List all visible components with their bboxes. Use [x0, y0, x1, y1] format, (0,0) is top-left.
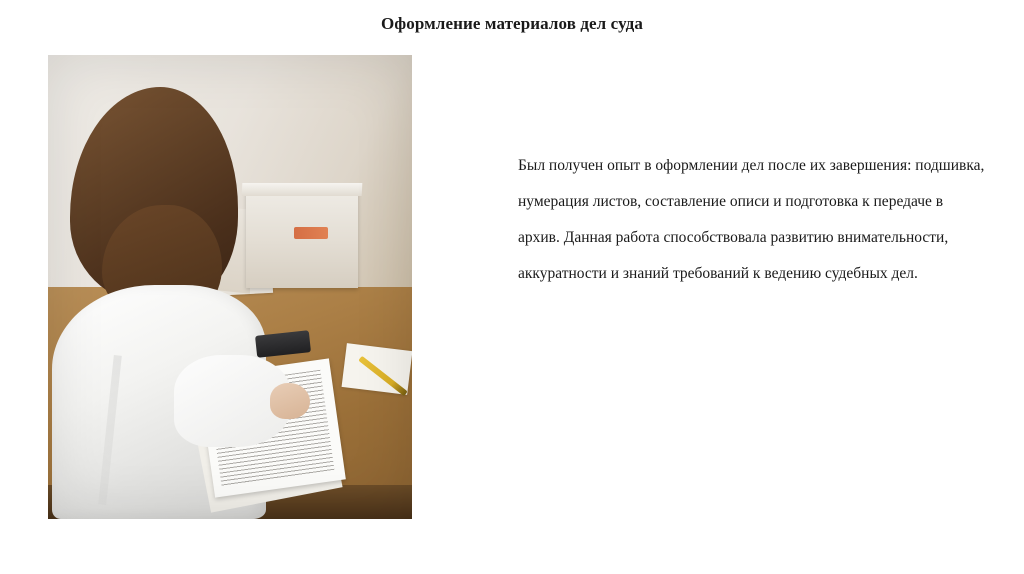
- photo-image: [48, 55, 412, 519]
- photo-person-hand: [270, 383, 310, 419]
- photo-box-logo: [294, 227, 328, 239]
- page-title: Оформление материалов дел суда: [381, 14, 643, 33]
- photo-frame: [48, 55, 412, 519]
- photo-box-lid: [242, 183, 363, 196]
- body-text: [518, 148, 986, 292]
- body-paragraph: Был получен опыт в оформлении дел после их завершения: подшивка, нумерация листов, составление описи и подготовка к передаче в архив. Данная работа способствовала развитию внимательности, аккуратности и знаний требований к ведению судебных дел.: [518, 157, 985, 282]
